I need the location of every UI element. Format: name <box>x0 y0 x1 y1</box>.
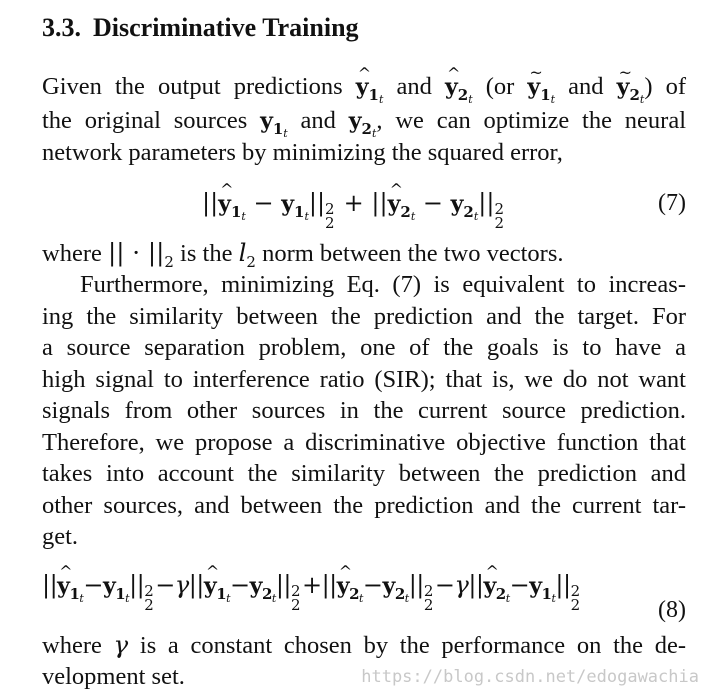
equation-8 <box>42 565 686 614</box>
math-y2: $y_{2_t}$ <box>348 107 377 140</box>
paper-page <box>42 12 686 693</box>
paragraph-line: where || · $||_2$ is the $l_2$ norm between the two vectors. <box>42 237 564 271</box>
paragraph-line: Given the output predictions ^ $y_{1_t}$ and ^ $y_{2_t}$ (or ~ $y_{1_t}$ and ~ $y_{2_t}$) of <box>42 70 686 104</box>
paragraph-line: get. <box>42 523 79 550</box>
section-heading <box>42 12 686 44</box>
watermark-text: https://blog.csdn.net/edogawachia <box>361 667 699 687</box>
math-y2-hat: ^ $y_{2_t}$ <box>445 71 473 100</box>
paragraph-intro <box>42 70 686 169</box>
paragraph-line: high signal to interference ratio (SIR); that is, we do not want <box>42 365 686 393</box>
math-y1-tilde: ~ $y_{1_t}$ <box>527 71 555 100</box>
paragraph-discriminative <box>42 269 686 553</box>
paragraph-line: takes into account the similarity between the prediction and <box>42 460 686 487</box>
section-number: 3.3. <box>42 13 81 42</box>
paragraph-norm <box>42 237 686 270</box>
paragraph-line: network parameters by minimizing the squared error, <box>42 139 563 166</box>
math-l2: $l_2$ <box>238 237 256 271</box>
paragraph-line: the original sources $y_{1_t}$ and $y_{2_t}$, we can optimize the neural <box>42 106 686 140</box>
paragraph-line: ing the similarity between the prediction and the target. For <box>42 302 686 330</box>
equation-number: (7) <box>658 189 686 216</box>
paragraph-line: velopment set. <box>42 663 185 690</box>
math-norm: || · $||_2$ <box>107 237 174 271</box>
paragraph-line: Furthermore, minimizing Eq. (7) is equivalent to increas- <box>80 271 686 298</box>
equation-7-body: ||^ $y_{1_t} - y_{1_t}||$ 2 2 + ||^ $y_{2_t} - y_{2_t}||$ 2 2 <box>202 183 505 224</box>
math-y1: $y_{1_t}$ <box>260 107 288 140</box>
math-gamma: γ <box>113 629 129 659</box>
paragraph-line: a source separation problem, one of the goals is to have a <box>42 334 686 361</box>
math-y1-hat: ^ $y_{1_t}$ <box>356 71 384 100</box>
section-title: Discriminative Training <box>93 13 359 42</box>
equation-7 <box>42 183 686 232</box>
paragraph-line: other sources, and between the prediction and the current tar- <box>42 491 686 519</box>
equation-number: (8) <box>658 596 686 623</box>
math-y2-tilde: ~ $y_{2_t}$ <box>617 71 645 100</box>
equation-8-body: ||^ $y_{1_t}-y_{1_t}||$ 2 2 −γ||^ $y_{1_t}-y_{2_t}||$ 2 2 +||^ $y_{2_t}-y_{2_t}||$ 2 2 −γ||^ $y_{2_t}-y_{1_t}||$ 2 2 <box>42 565 582 606</box>
paragraph-line: where γ is a constant chosen by the performance on the de- <box>42 629 686 659</box>
paragraph-line: signals from other sources in the current source prediction. <box>42 397 686 424</box>
paragraph-line: Therefore, we propose a discriminative objective function that <box>42 428 686 456</box>
